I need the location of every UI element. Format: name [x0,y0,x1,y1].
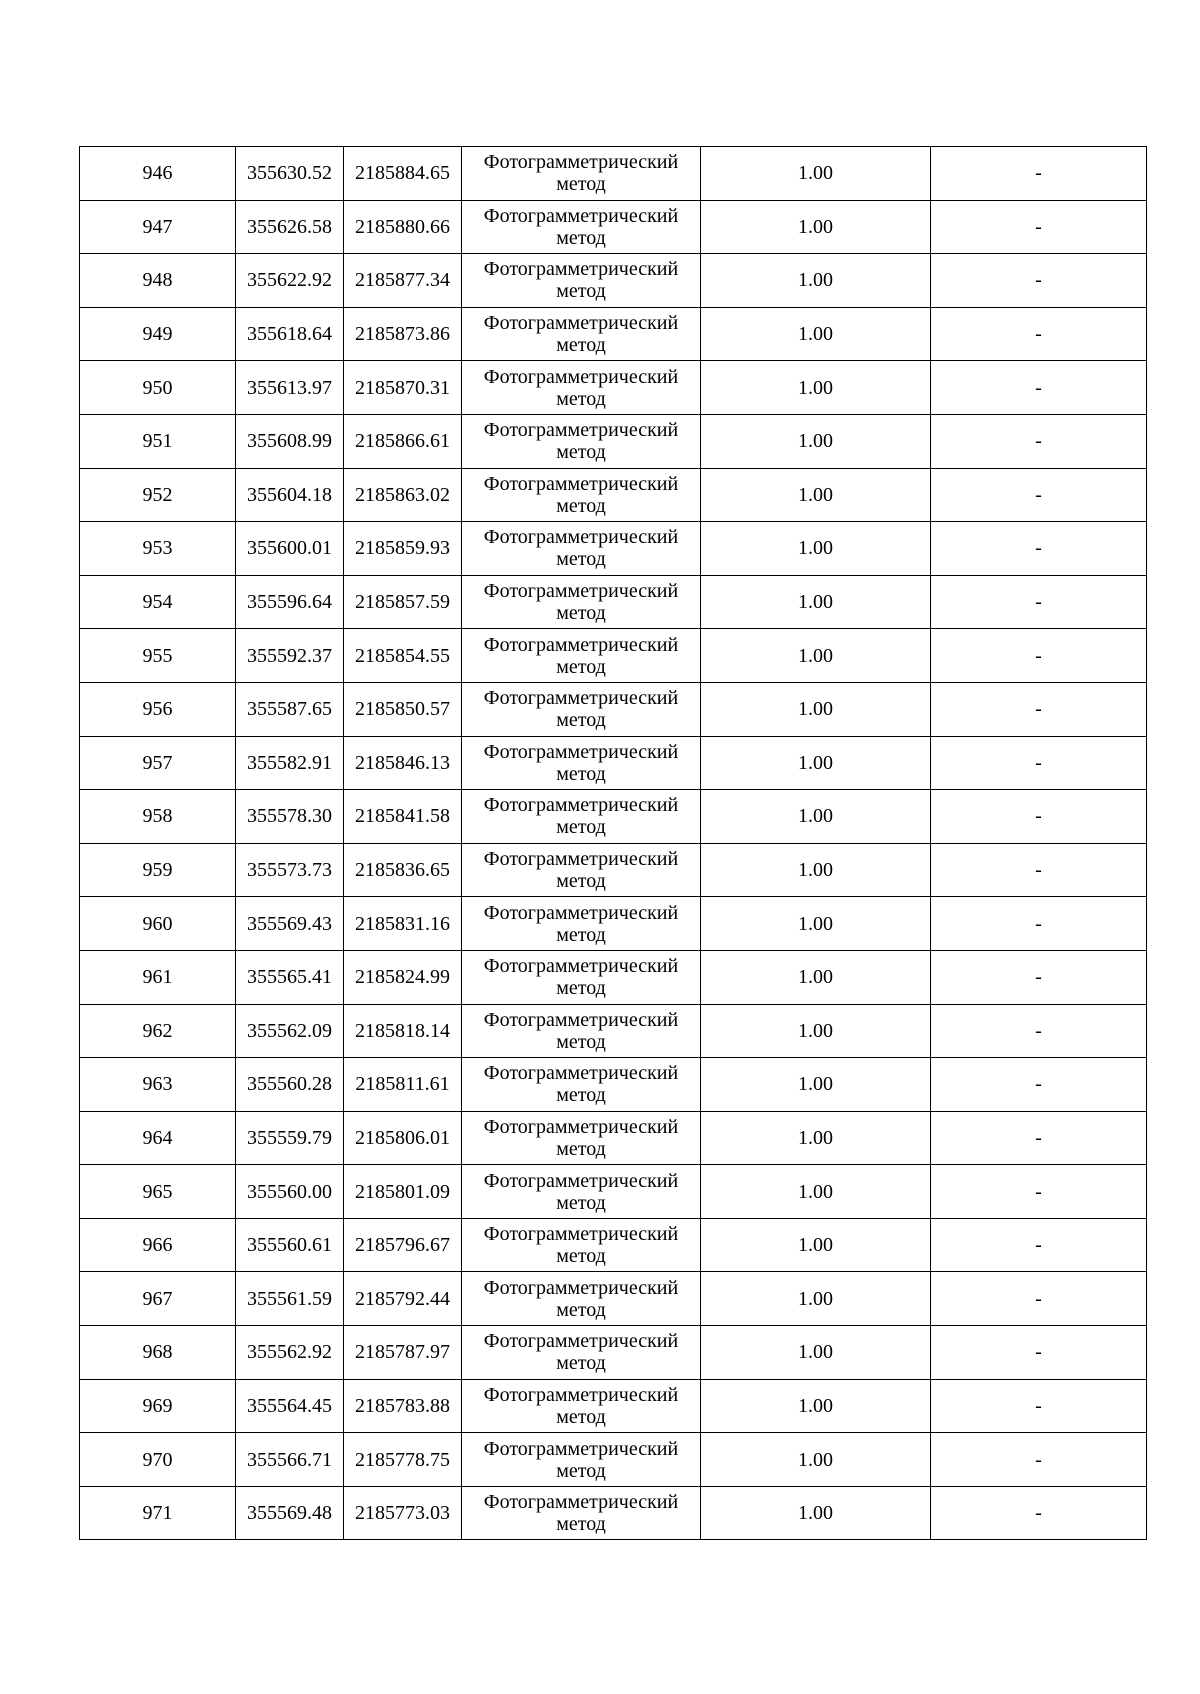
method-cell [462,629,701,683]
method-line-2: метод [556,923,606,946]
method-line-2: метод [556,387,606,410]
method-line-2: метод [556,1405,606,1428]
method-cell [462,1433,701,1487]
accuracy-cell: 1.00 [701,200,931,254]
table-row [80,1486,1147,1540]
point-number-cell: 956 [80,682,236,736]
method-cell [462,1218,701,1272]
method-line-2: метод [556,173,606,196]
accuracy-cell: 1.00 [701,1272,931,1326]
x-coordinate-cell: 355578.30 [236,790,344,844]
table-row [80,1433,1147,1487]
method-line-1: Фотограмметрический [483,365,679,388]
method-line-2: метод [556,548,606,571]
method-line-2: метод [556,226,606,249]
method-line-1: Фотограмметрический [483,1008,679,1031]
note-cell: - [931,200,1147,254]
method-cell [462,682,701,736]
coordinates-table-body [80,147,1147,1540]
y-coordinate-cell: 2185854.55 [344,629,462,683]
point-number-cell: 946 [80,147,236,201]
accuracy-cell: 1.00 [701,736,931,790]
method-cell [462,522,701,576]
accuracy-cell: 1.00 [701,1058,931,1112]
method-cell [462,200,701,254]
accuracy-cell: 1.00 [701,414,931,468]
y-coordinate-cell: 2185863.02 [344,468,462,522]
note-cell: - [931,736,1147,790]
point-number-cell: 953 [80,522,236,576]
method-cell [462,736,701,790]
point-number-cell: 971 [80,1486,236,1540]
method-line-2: метод [556,602,606,625]
note-cell: - [931,790,1147,844]
method-line-2: метод [556,494,606,517]
y-coordinate-cell: 2185824.99 [344,950,462,1004]
y-coordinate-cell: 2185846.13 [344,736,462,790]
note-cell: - [931,682,1147,736]
note-cell: - [931,1326,1147,1380]
note-cell: - [931,1486,1147,1540]
accuracy-cell: 1.00 [701,950,931,1004]
method-line-1: Фотограмметрический [483,258,679,281]
table-row [80,468,1147,522]
point-number-cell: 950 [80,361,236,415]
y-coordinate-cell: 2185836.65 [344,843,462,897]
table-row [80,1326,1147,1380]
method-cell [462,147,701,201]
method-cell [462,468,701,522]
accuracy-cell: 1.00 [701,1433,931,1487]
note-cell: - [931,522,1147,576]
point-number-cell: 969 [80,1379,236,1433]
x-coordinate-cell: 355560.28 [236,1058,344,1112]
method-line-1: Фотограмметрический [483,633,679,656]
method-line-1: Фотограмметрический [483,1491,679,1514]
method-line-2: метод [556,1298,606,1321]
x-coordinate-cell: 355592.37 [236,629,344,683]
note-cell: - [931,254,1147,308]
x-coordinate-cell: 355560.00 [236,1165,344,1219]
x-coordinate-cell: 355569.43 [236,897,344,951]
point-number-cell: 964 [80,1111,236,1165]
y-coordinate-cell: 2185811.61 [344,1058,462,1112]
table-row [80,307,1147,361]
accuracy-cell: 1.00 [701,254,931,308]
method-line-1: Фотограмметрический [483,1330,679,1353]
note-cell: - [931,843,1147,897]
accuracy-cell: 1.00 [701,1165,931,1219]
method-line-2: метод [556,1137,606,1160]
table-row [80,1111,1147,1165]
note-cell: - [931,575,1147,629]
table-row [80,1165,1147,1219]
y-coordinate-cell: 2185880.66 [344,200,462,254]
table-row [80,522,1147,576]
x-coordinate-cell: 355569.48 [236,1486,344,1540]
x-coordinate-cell: 355573.73 [236,843,344,897]
note-cell: - [931,307,1147,361]
note-cell: - [931,1004,1147,1058]
method-line-1: Фотограмметрический [483,1169,679,1192]
accuracy-cell: 1.00 [701,147,931,201]
note-cell: - [931,1433,1147,1487]
point-number-cell: 970 [80,1433,236,1487]
method-cell [462,1165,701,1219]
method-line-2: метод [556,870,606,893]
x-coordinate-cell: 355562.92 [236,1326,344,1380]
method-line-1: Фотограмметрический [483,740,679,763]
method-line-1: Фотограмметрический [483,1115,679,1138]
y-coordinate-cell: 2185787.97 [344,1326,462,1380]
method-line-2: метод [556,655,606,678]
note-cell: - [931,1165,1147,1219]
x-coordinate-cell: 355608.99 [236,414,344,468]
x-coordinate-cell: 355622.92 [236,254,344,308]
table-row [80,147,1147,201]
accuracy-cell: 1.00 [701,629,931,683]
table-row [80,629,1147,683]
note-cell: - [931,897,1147,951]
method-line-1: Фотограмметрический [483,794,679,817]
table-row [80,1004,1147,1058]
method-cell [462,254,701,308]
accuracy-cell: 1.00 [701,1326,931,1380]
point-number-cell: 948 [80,254,236,308]
x-coordinate-cell: 355613.97 [236,361,344,415]
method-line-1: Фотограмметрический [483,1276,679,1299]
accuracy-cell: 1.00 [701,1486,931,1540]
point-number-cell: 966 [80,1218,236,1272]
method-line-1: Фотограмметрический [483,472,679,495]
table-row [80,1058,1147,1112]
table-row [80,414,1147,468]
table-row [80,200,1147,254]
method-line-2: метод [556,1352,606,1375]
y-coordinate-cell: 2185859.93 [344,522,462,576]
point-number-cell: 958 [80,790,236,844]
x-coordinate-cell: 355582.91 [236,736,344,790]
method-line-1: Фотограмметрический [483,1437,679,1460]
accuracy-cell: 1.00 [701,307,931,361]
method-line-1: Фотограмметрический [483,1223,679,1246]
method-line-1: Фотограмметрический [483,848,679,871]
coordinates-table [79,146,1147,1540]
method-line-1: Фотограмметрический [483,419,679,442]
table-row [80,1272,1147,1326]
method-line-1: Фотограмметрический [483,312,679,335]
point-number-cell: 962 [80,1004,236,1058]
accuracy-cell: 1.00 [701,1004,931,1058]
y-coordinate-cell: 2185884.65 [344,147,462,201]
note-cell: - [931,1111,1147,1165]
method-line-2: метод [556,280,606,303]
x-coordinate-cell: 355604.18 [236,468,344,522]
point-number-cell: 947 [80,200,236,254]
y-coordinate-cell: 2185841.58 [344,790,462,844]
y-coordinate-cell: 2185873.86 [344,307,462,361]
method-cell [462,790,701,844]
accuracy-cell: 1.00 [701,897,931,951]
table-row [80,950,1147,1004]
table-row [80,575,1147,629]
method-cell [462,414,701,468]
y-coordinate-cell: 2185877.34 [344,254,462,308]
point-number-cell: 967 [80,1272,236,1326]
table-row [80,790,1147,844]
note-cell: - [931,1058,1147,1112]
y-coordinate-cell: 2185857.59 [344,575,462,629]
accuracy-cell: 1.00 [701,843,931,897]
point-number-cell: 951 [80,414,236,468]
x-coordinate-cell: 355559.79 [236,1111,344,1165]
method-line-2: метод [556,1513,606,1536]
method-cell [462,843,701,897]
point-number-cell: 954 [80,575,236,629]
method-cell [462,1326,701,1380]
method-line-2: метод [556,977,606,1000]
y-coordinate-cell: 2185783.88 [344,1379,462,1433]
y-coordinate-cell: 2185792.44 [344,1272,462,1326]
table-row [80,897,1147,951]
accuracy-cell: 1.00 [701,1111,931,1165]
y-coordinate-cell: 2185806.01 [344,1111,462,1165]
method-line-2: метод [556,441,606,464]
accuracy-cell: 1.00 [701,790,931,844]
note-cell: - [931,1379,1147,1433]
x-coordinate-cell: 355587.65 [236,682,344,736]
method-line-2: метод [556,334,606,357]
point-number-cell: 965 [80,1165,236,1219]
method-cell [462,1111,701,1165]
table-row [80,361,1147,415]
method-line-1: Фотограмметрический [483,580,679,603]
note-cell: - [931,361,1147,415]
method-cell [462,897,701,951]
x-coordinate-cell: 355566.71 [236,1433,344,1487]
note-cell: - [931,147,1147,201]
accuracy-cell: 1.00 [701,682,931,736]
method-cell [462,361,701,415]
method-cell [462,1004,701,1058]
note-cell: - [931,1272,1147,1326]
point-number-cell: 949 [80,307,236,361]
table-row [80,682,1147,736]
y-coordinate-cell: 2185796.67 [344,1218,462,1272]
x-coordinate-cell: 355600.01 [236,522,344,576]
accuracy-cell: 1.00 [701,1218,931,1272]
y-coordinate-cell: 2185778.75 [344,1433,462,1487]
x-coordinate-cell: 355596.64 [236,575,344,629]
method-cell [462,1379,701,1433]
method-line-1: Фотограмметрический [483,204,679,227]
y-coordinate-cell: 2185870.31 [344,361,462,415]
method-line-2: метод [556,816,606,839]
x-coordinate-cell: 355565.41 [236,950,344,1004]
table-row [80,254,1147,308]
y-coordinate-cell: 2185866.61 [344,414,462,468]
note-cell: - [931,950,1147,1004]
method-line-1: Фотограмметрический [483,151,679,174]
method-line-2: метод [556,1191,606,1214]
method-line-2: метод [556,762,606,785]
y-coordinate-cell: 2185850.57 [344,682,462,736]
method-line-1: Фотограмметрический [483,526,679,549]
y-coordinate-cell: 2185801.09 [344,1165,462,1219]
method-line-2: метод [556,1245,606,1268]
table-row [80,843,1147,897]
table-row [80,736,1147,790]
x-coordinate-cell: 355560.61 [236,1218,344,1272]
accuracy-cell: 1.00 [701,575,931,629]
table-row [80,1218,1147,1272]
method-cell [462,1272,701,1326]
note-cell: - [931,468,1147,522]
method-line-1: Фотограмметрический [483,901,679,924]
method-line-2: метод [556,1030,606,1053]
x-coordinate-cell: 355562.09 [236,1004,344,1058]
accuracy-cell: 1.00 [701,1379,931,1433]
method-line-2: метод [556,709,606,732]
y-coordinate-cell: 2185831.16 [344,897,462,951]
method-cell [462,950,701,1004]
method-cell [462,307,701,361]
x-coordinate-cell: 355564.45 [236,1379,344,1433]
accuracy-cell: 1.00 [701,522,931,576]
method-line-2: метод [556,1084,606,1107]
note-cell: - [931,1218,1147,1272]
method-line-1: Фотограмметрический [483,1062,679,1085]
accuracy-cell: 1.00 [701,361,931,415]
y-coordinate-cell: 2185818.14 [344,1004,462,1058]
note-cell: - [931,629,1147,683]
method-line-1: Фотограмметрический [483,1383,679,1406]
x-coordinate-cell: 355561.59 [236,1272,344,1326]
point-number-cell: 960 [80,897,236,951]
method-line-2: метод [556,1459,606,1482]
point-number-cell: 952 [80,468,236,522]
y-coordinate-cell: 2185773.03 [344,1486,462,1540]
method-cell [462,1486,701,1540]
method-cell [462,1058,701,1112]
x-coordinate-cell: 355626.58 [236,200,344,254]
method-line-1: Фотограмметрический [483,687,679,710]
x-coordinate-cell: 355618.64 [236,307,344,361]
accuracy-cell: 1.00 [701,468,931,522]
x-coordinate-cell: 355630.52 [236,147,344,201]
point-number-cell: 955 [80,629,236,683]
method-line-1: Фотограмметрический [483,955,679,978]
point-number-cell: 968 [80,1326,236,1380]
point-number-cell: 957 [80,736,236,790]
method-cell [462,575,701,629]
note-cell: - [931,414,1147,468]
point-number-cell: 959 [80,843,236,897]
point-number-cell: 963 [80,1058,236,1112]
point-number-cell: 961 [80,950,236,1004]
table-row [80,1379,1147,1433]
